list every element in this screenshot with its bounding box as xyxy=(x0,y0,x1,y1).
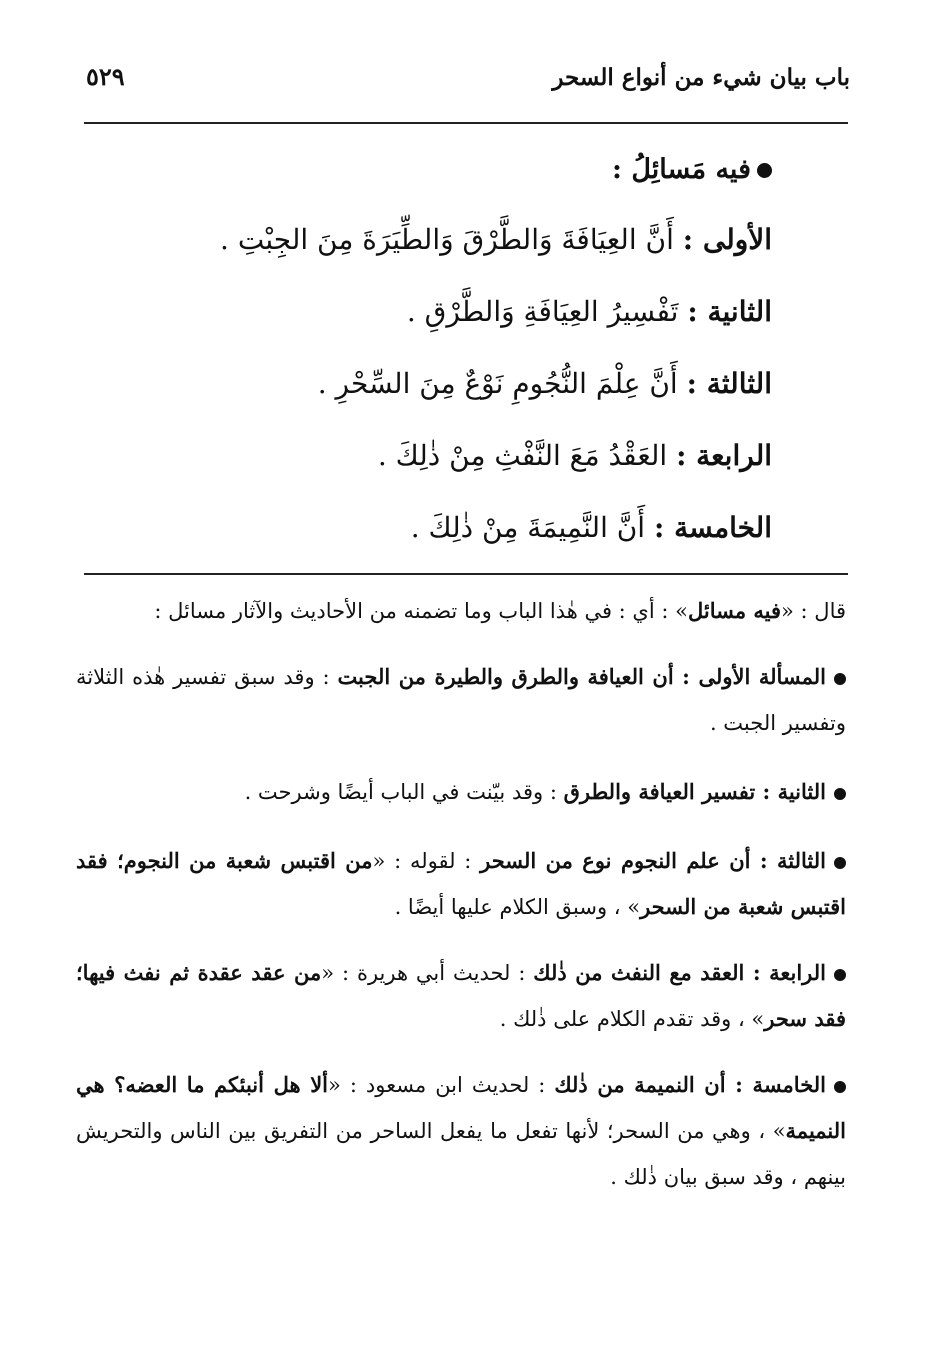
matn-item xyxy=(152,276,772,348)
commentary-section xyxy=(76,588,846,1222)
matn-item-text: أَنَّ العِيَافَةَ وَالطَّرْقَ وَالطِّيَرَةَ مِنَ الجِبْتِ . xyxy=(220,223,674,256)
matn-item xyxy=(152,348,772,420)
running-title: باب بيان شيء من أنواع السحر xyxy=(552,64,850,91)
paragraph-text: : لحديث أبي هريرة : « xyxy=(321,961,534,985)
matn-item xyxy=(152,492,772,564)
paragraph-heading: الرابعة : العقد مع النفث من ذٰلك xyxy=(533,960,826,985)
bullet-icon xyxy=(834,969,846,981)
bullet-icon xyxy=(757,163,772,178)
intro-quote: فيه مسائل xyxy=(687,598,782,623)
matn-item xyxy=(152,420,772,492)
page-number: ٥٢٩ xyxy=(86,62,125,91)
intro-text: قال : « xyxy=(781,599,846,623)
bullet-icon xyxy=(834,673,846,685)
matn-heading-text: فيه مَسائِلُ : xyxy=(611,154,751,185)
commentary-paragraph xyxy=(76,654,846,746)
bullet-icon xyxy=(834,1081,846,1093)
commentary-paragraph xyxy=(76,950,846,1042)
matn-item-label: الخامسة : xyxy=(654,511,772,544)
commentary-intro xyxy=(76,588,846,634)
matn-item-text: تَفْسِيرُ العِيَافَةِ وَالطَّرْقِ . xyxy=(406,295,679,328)
paragraph-heading: الخامسة : أن النميمة من ذٰلك xyxy=(554,1072,826,1097)
bullet-icon xyxy=(834,857,846,869)
hadith-quote: ألا هل أنبئكم ما العضه؟ هي النميمة xyxy=(76,1072,846,1143)
matn-item-text: أَنَّ النَّمِيمَةَ مِنْ ذٰلِكَ . xyxy=(410,511,646,544)
matn-item-text: أَنَّ عِلْمَ النُّجُومِ نَوْعٌ مِنَ السِّحْرِ . xyxy=(317,367,678,400)
section-divider xyxy=(84,573,848,575)
hadith-quote: من اقتبس شعبة من النجوم؛ فقد اقتبس شعبة من السحر xyxy=(76,848,846,919)
matn-item-label: الثانية : xyxy=(687,295,772,328)
page-header xyxy=(80,58,850,104)
paragraph-heading: الثالثة : أن علم النجوم نوع من السحر xyxy=(480,848,826,873)
paragraph-heading: الثانية : تفسير العيافة والطرق xyxy=(563,779,826,804)
matn-item-label: الثالثة : xyxy=(686,367,772,400)
paragraph-text: : وقد سبق تفسير هٰذه الثلاثة وتفسير الجبت . xyxy=(76,665,846,735)
matn-section xyxy=(152,140,772,564)
paragraph-heading: المسألة الأولى : أن العيافة والطرق والطيرة من الجبت xyxy=(337,664,826,689)
header-divider xyxy=(84,122,848,124)
commentary-paragraph xyxy=(76,768,846,816)
paragraph-text: : لحديث ابن مسعود : « xyxy=(328,1073,555,1097)
matn-item-label: الأولى : xyxy=(682,223,772,256)
paragraph-text: : لقوله : « xyxy=(372,849,481,873)
matn-heading xyxy=(152,140,772,204)
commentary-paragraph xyxy=(76,838,846,930)
paragraph-text: : وقد بيّنت في الباب أيضًا وشرحت . xyxy=(244,780,564,804)
paragraph-text: » ، وسبق الكلام عليها أيضًا . xyxy=(394,895,641,919)
matn-item-label: الرابعة : xyxy=(676,439,772,472)
paragraph-text: » ، وهي من السحر؛ لأنها تفعل ما يفعل الساحر من التفريق بين الناس والتحريش بينهم ، وقد سبق بيان ذٰلك . xyxy=(76,1119,846,1189)
hadith-quote: من عقد عقدة ثم نفث فيها؛ فقد سحر xyxy=(76,960,846,1031)
paragraph-text: » ، وقد تقدم الكلام على ذٰلك . xyxy=(499,1007,765,1031)
intro-text: » : أي : في هٰذا الباب وما تضمنه من الأحاديث والآثار مسائل : xyxy=(154,599,688,623)
bullet-icon xyxy=(834,788,846,800)
commentary-paragraph xyxy=(76,1062,846,1200)
matn-item-text: العَقْدُ مَعَ النَّفْثِ مِنْ ذٰلِكَ . xyxy=(377,439,668,472)
matn-item xyxy=(152,204,772,276)
